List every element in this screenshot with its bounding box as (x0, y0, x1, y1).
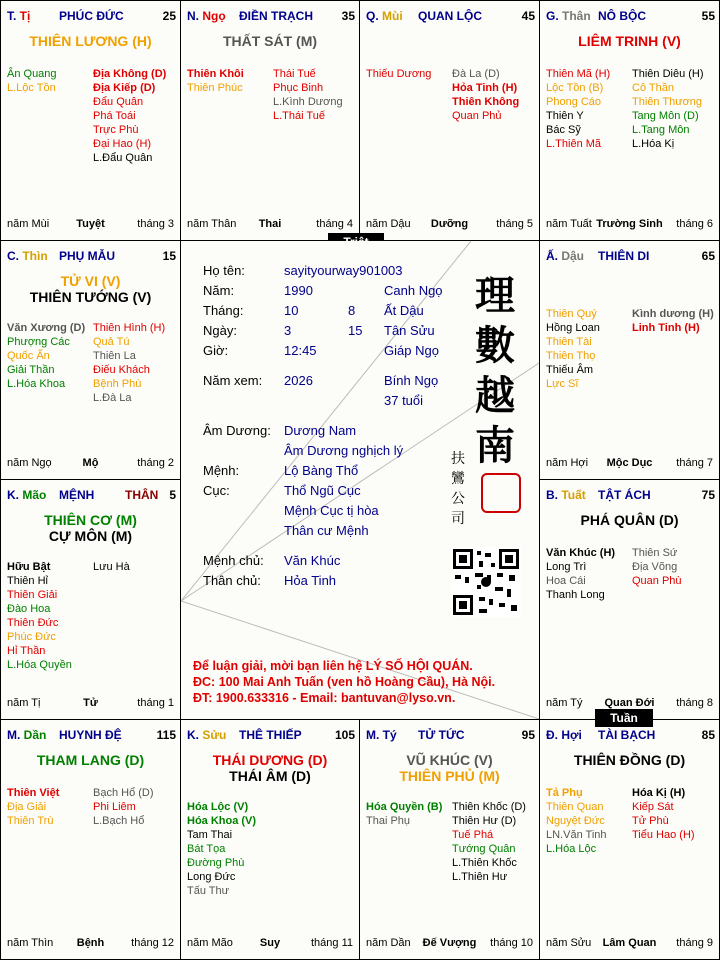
year-canchi: Canh Ngọ (384, 283, 443, 298)
minor-star: Thiếu Dương (366, 68, 432, 80)
palace-name: TÀI BẠCH (598, 728, 656, 742)
stars-left (546, 67, 610, 151)
minor-star: Tiểu Hao (H) (632, 829, 695, 841)
palace-header (546, 9, 715, 25)
name-value: sayityourway901003 (284, 263, 403, 278)
qr-code-icon[interactable] (451, 547, 521, 617)
minor-star: L.Lộc Tồn (7, 82, 56, 94)
minor-star: Hỏa Tinh (H) (452, 82, 518, 94)
palace-name: NÔ BỘC (598, 9, 646, 23)
minor-star: Thiên Trù (7, 815, 54, 827)
palace-position: Q. Mùi (366, 9, 403, 23)
minor-star: L.Kình Dương (273, 96, 343, 108)
seal-text (449, 449, 467, 529)
minor-star: Linh Tinh (H) (632, 322, 700, 334)
minor-star: Tấu Thư (187, 885, 230, 897)
palace-name: TẬT ÁCH (598, 488, 651, 502)
month-canchi: Ất Dậu (384, 303, 424, 318)
minor-star: Tử Phù (632, 815, 669, 827)
main-star: THẤT SÁT (M) (222, 33, 318, 49)
palace-footer (7, 697, 174, 711)
palace-cell[interactable] (180, 719, 360, 960)
month-label: tháng 9 (676, 937, 713, 949)
hour-label: Giờ: (203, 343, 229, 358)
view-year-canchi: Bính Ngọ (384, 373, 439, 388)
minor-star: Thiên Hư (D) (452, 815, 517, 827)
minor-star: L.Hóa Khoa (7, 378, 66, 390)
minor-star: Địa Giải (7, 801, 47, 813)
minor-star: Hóa Kị (H) (632, 787, 686, 799)
palace-number: 5 (169, 488, 176, 502)
year-label: năm Thân (187, 218, 237, 230)
stars-right (93, 321, 165, 405)
minor-star: Thiên Thọ (546, 350, 596, 362)
palace-cell[interactable] (180, 0, 360, 241)
main-star: THÁI ÂM (D) (229, 768, 311, 784)
palace-cell[interactable] (539, 240, 720, 480)
palace-number: 35 (341, 9, 355, 23)
life-stage: Tử (83, 697, 98, 709)
stars-right (93, 67, 166, 165)
minor-star: Phượng Các (7, 336, 70, 348)
stars-left (366, 800, 442, 828)
day-label: Ngày: (203, 323, 237, 338)
minor-star: Thiên Hình (H) (93, 322, 166, 334)
palace-position: C. Thìn (7, 249, 48, 263)
palace-footer (7, 457, 174, 471)
minor-star: LN.Văn Tinh (546, 829, 607, 841)
palace-position: Đ. Hợi (546, 728, 582, 742)
month-value: 10 (284, 303, 299, 318)
minor-star: Thiên Mã (H) (546, 68, 611, 80)
menh-label: Mệnh: (203, 463, 240, 478)
minor-star: Thiên Đức (7, 617, 59, 629)
center-info-panel (181, 241, 539, 719)
tuan-tag: Tuần (595, 709, 653, 727)
contact-line-3: ĐT: 1900.633316 - Email: bantuvan@lyso.vn. (193, 691, 456, 705)
month-label: tháng 10 (490, 937, 533, 949)
seal-char: 鸞 (451, 471, 465, 487)
cuc-note: Mệnh Cục tị hòa (284, 503, 379, 518)
palace-cell[interactable] (539, 719, 720, 960)
palace-number: 105 (334, 728, 355, 742)
palace-header (7, 9, 176, 25)
palace-number: 65 (701, 249, 715, 263)
life-stage: Suy (259, 937, 281, 949)
stars-right (93, 786, 154, 828)
minor-star: Thanh Long (546, 589, 605, 601)
day-lunar: 15 (348, 323, 363, 338)
minor-star: Hóa Lộc (V) (187, 801, 249, 813)
palace-position: M. Tý (366, 728, 397, 742)
palace-cell[interactable] (0, 719, 181, 960)
stars-right (273, 67, 343, 123)
main-star: LIÊM TRINH (V) (578, 33, 681, 49)
minor-star: Bát Tọa (187, 843, 226, 855)
calligraphy-char: 理 (475, 272, 515, 319)
calligraphy-char: 越 (475, 372, 515, 419)
minor-star: Hoa Cái (546, 575, 586, 587)
palace-number: 15 (162, 249, 176, 263)
than-marker: THÂN (125, 488, 159, 502)
palace-position: K. Sửu (187, 728, 227, 742)
palace-name: THIÊN DI (598, 249, 650, 263)
day-value: 3 (284, 323, 292, 338)
minor-star: Thiếu Âm (546, 364, 594, 376)
minor-star: Trực Phù (93, 124, 139, 136)
stars-right (632, 546, 682, 588)
month-label: tháng 2 (137, 457, 174, 469)
minor-star: Hóa Khoa (V) (187, 815, 257, 827)
minor-star: L.Thái Tuế (273, 110, 325, 122)
year-label: năm Dần (366, 937, 411, 949)
minor-star: Hỉ Thần (7, 645, 46, 657)
minor-star: Thiên Khôi (187, 68, 244, 80)
month-label: tháng 6 (676, 218, 713, 230)
seal-char: 公 (451, 491, 465, 507)
stars-left (366, 67, 431, 81)
minor-star: L.Hóa Quyền (7, 659, 72, 671)
palace-footer (366, 218, 533, 232)
palace-cell[interactable] (0, 240, 181, 480)
minor-star: Văn Xương (D) (7, 322, 86, 334)
life-stage: Trường Sinh (596, 218, 663, 230)
minor-star: Điếu Khách (93, 364, 150, 376)
year-label: năm Tị (7, 697, 41, 709)
minor-star: Tam Thai (187, 829, 233, 841)
amduong-label: Âm Dương: (203, 423, 271, 438)
hour-canchi: Giáp Ngọ (384, 343, 439, 358)
amduong-value: Dương Nam (284, 423, 357, 438)
minor-star: Thiên Quan (546, 801, 604, 813)
palace-header (546, 488, 715, 504)
palace-cell[interactable] (539, 0, 720, 241)
year-label: năm Tý (546, 697, 583, 709)
year-label: năm Hợi (546, 457, 589, 469)
minor-star: Tang Môn (D) (632, 110, 699, 122)
stars-left (187, 67, 244, 95)
calligraphy (465, 271, 525, 471)
palace-header (187, 728, 355, 744)
minor-star: Thiên Quý (546, 308, 597, 320)
minor-star: Phá Toái (93, 110, 136, 122)
main-star: THAM LANG (D) (36, 752, 145, 768)
palace-name: QUAN LỘC (418, 9, 482, 23)
palace-number: 55 (701, 9, 715, 23)
palace-position: B. Tuất (546, 488, 586, 502)
palace-number: 45 (521, 9, 535, 23)
minor-star: Kiếp Sát (632, 801, 674, 813)
than-chu-value: Hỏa Tinh (284, 573, 337, 588)
minor-star: Ân Quang (7, 68, 57, 80)
palace-number: 115 (156, 728, 176, 742)
name-label: Họ tên: (203, 263, 245, 278)
palace-position: M. Dần (7, 728, 47, 742)
minor-star: Phục Binh (273, 82, 324, 94)
palace-name: ĐIỀN TRẠCH (239, 9, 313, 23)
minor-star: Phi Liêm (93, 801, 136, 813)
palace-footer (187, 218, 353, 232)
seal-char: 扶 (451, 451, 465, 467)
palace-footer (546, 218, 713, 232)
minor-star: Thiên Phúc (187, 82, 243, 94)
palace-header (546, 249, 715, 265)
minor-star: Tả Phụ (546, 787, 583, 799)
minor-star: Quan Phù (632, 575, 682, 587)
minor-star: Thai Phụ (366, 815, 411, 827)
palace-footer (7, 218, 174, 232)
palace-name: PHỤ MẪU (59, 249, 115, 263)
menh-chu-value: Văn Khúc (284, 553, 341, 568)
life-stage: Dưỡng (430, 218, 469, 230)
palace-name: THÊ THIẾP (239, 728, 302, 742)
minor-star: Lộc Tồn (B) (546, 82, 604, 94)
minor-star: L.Thiên Hư (452, 871, 508, 883)
minor-star: Quan Phủ (452, 110, 502, 122)
stars-right (632, 786, 695, 842)
palace-cell[interactable] (539, 479, 720, 720)
minor-star: Giải Thần (7, 364, 55, 376)
life-stage: Tuyệt (76, 218, 105, 230)
year-label: năm Sửu (546, 937, 592, 949)
palace-header (7, 488, 176, 504)
than-chu-label: Thân chủ: (203, 573, 261, 588)
year-label: Năm: (203, 283, 235, 298)
contact-line-2: ĐC: 100 Mai Anh Tuấn (ven hồ Hoàng Cầu), Hà Nội. (193, 675, 496, 689)
contact-line-1: Để luận giải, mời bạn liên hệ LÝ SỐ HỘI QUÁN. (193, 659, 473, 673)
stars-left (7, 560, 72, 672)
main-star: THIÊN ĐỒNG (D) (573, 752, 686, 768)
palace-position: N. Ngọ (187, 9, 226, 23)
minor-star: Thái Tuế (273, 68, 316, 80)
year-label: năm Dậu (366, 218, 411, 230)
stars-right (452, 67, 519, 123)
palace-number: 95 (521, 728, 535, 742)
palace-position: T. Tị (7, 9, 31, 23)
palace-header (546, 728, 715, 744)
minor-star: Thiên Không (452, 96, 520, 108)
minor-star: Tuế Phá (452, 829, 494, 841)
palace-name: HUYNH ĐỆ (59, 728, 122, 742)
palace-cell[interactable] (0, 479, 181, 720)
minor-star: Kình dương (H) (632, 308, 714, 320)
minor-star: Địa Không (D) (93, 68, 167, 80)
minor-star: Thiên La (93, 350, 136, 362)
stars-left (546, 307, 600, 391)
minor-star: Thiên Tài (546, 336, 592, 348)
palace-cell[interactable] (359, 719, 540, 960)
minor-star: Thiên Khốc (D) (452, 801, 526, 813)
stars-left (187, 800, 256, 898)
minor-star: Tướng Quân (452, 843, 516, 855)
minor-star: Đẩu Quân (93, 96, 144, 108)
year-label: năm Tuất (546, 218, 592, 230)
hour-value: 12:45 (284, 343, 317, 358)
than-cu-note: Thân cư Mệnh (284, 523, 369, 538)
age-value: 37 tuổi (384, 393, 424, 408)
palace-name: PHÚC ĐỨC (59, 9, 124, 23)
minor-star: Bác Sỹ (546, 124, 581, 136)
minor-star: Thiên Y (546, 110, 584, 122)
minor-star: Hóa Quyền (B) (366, 801, 443, 813)
life-stage: Mộc Dục (606, 457, 653, 469)
main-star: PHÁ QUÂN (D) (580, 512, 679, 528)
minor-star: Phúc Đức (7, 631, 56, 643)
minor-star: Thiên Diêu (H) (632, 68, 704, 80)
minor-star: Thiên Việt (7, 787, 60, 799)
seal-char: 司 (451, 511, 465, 527)
main-star: THIÊN PHỦ (M) (399, 768, 500, 784)
palace-footer (546, 457, 713, 471)
life-stage: Lâm Quan (602, 937, 657, 949)
month-lunar: 8 (348, 303, 356, 318)
minor-star: Long Đức (187, 871, 236, 883)
palace-cell[interactable] (0, 0, 181, 241)
red-seal-icon (481, 473, 521, 513)
minor-star: Quốc Ấn (7, 350, 50, 362)
minor-star: Đại Hao (H) (93, 138, 152, 150)
stars-left (546, 546, 615, 602)
minor-star: L.Thiên Khốc (452, 857, 517, 869)
stars-right (632, 67, 704, 151)
stars-left (546, 786, 607, 856)
minor-star: L.Hóa Lộc (546, 843, 597, 855)
palace-name: TỬ TỨC (418, 728, 465, 742)
minor-star: Thiên Thương (632, 96, 703, 108)
minor-star: L.Đà La (93, 392, 132, 404)
palace-number: 75 (701, 488, 715, 502)
year-label: năm Mão (187, 937, 233, 949)
year-label: năm Thìn (7, 937, 54, 949)
main-star: THÁI DƯƠNG (D) (212, 752, 328, 768)
cuc-label: Cục: (203, 483, 230, 498)
minor-star: Phong Cáo (546, 96, 602, 108)
minor-star: Cô Thần (632, 82, 674, 94)
life-stage: Bệnh (76, 937, 105, 949)
menh-chu-label: Mệnh chủ: (203, 553, 264, 568)
life-stage: Đế Vượng (422, 937, 477, 949)
palace-position: K. Mão (7, 488, 47, 502)
month-label: tháng 11 (310, 937, 353, 949)
minor-star: L.Bạch Hổ (93, 815, 145, 827)
palace-header (187, 9, 355, 25)
stars-left (7, 67, 57, 95)
month-label: Tháng: (203, 303, 244, 318)
main-star: CỰ MÔN (M) (48, 528, 133, 544)
minor-star: Đà La (D) (452, 68, 500, 80)
life-stage: Thai (258, 218, 282, 230)
menh-value: Lộ Bàng Thổ (284, 463, 359, 478)
minor-star: Nguyệt Đức (546, 815, 605, 827)
life-stage: Quan Đới (604, 697, 655, 709)
palace-header (7, 249, 176, 265)
cuc-value: Thổ Ngũ Cục (284, 483, 361, 498)
minor-star: Đào Hoa (7, 603, 51, 615)
view-year-label: Năm xem: (203, 373, 263, 388)
palace-cell[interactable] (359, 0, 540, 241)
main-star: TỬ VI (V) (60, 273, 121, 289)
minor-star: Hữu Bật (7, 561, 51, 573)
month-label: tháng 7 (676, 457, 713, 469)
stars-right (93, 560, 130, 574)
minor-star: L.Hóa Kị (632, 138, 675, 150)
month-label: tháng 3 (137, 218, 174, 230)
minor-star: Thiên Giải (7, 589, 58, 601)
minor-star: Bạch Hổ (D) (93, 787, 154, 799)
month-label: tháng 1 (137, 697, 174, 709)
minor-star: Địa Kiếp (D) (93, 82, 156, 94)
palace-name: MỆNH (59, 488, 95, 502)
calligraphy-char: 南 (475, 422, 515, 469)
month-label: tháng 8 (676, 697, 713, 709)
view-year-value: 2026 (284, 373, 313, 388)
minor-star: Hồng Loan (546, 322, 600, 334)
palace-position: Ấ. Dậu (546, 249, 585, 263)
stars-left (7, 786, 59, 828)
main-star: THIÊN TƯỚNG (V) (29, 289, 152, 305)
year-label: năm Mùi (7, 218, 50, 230)
year-value: 1990 (284, 283, 313, 298)
amduong-note: Âm Dương nghịch lý (284, 443, 404, 458)
minor-star: Văn Khúc (H) (546, 547, 616, 559)
minor-star: L.Tang Môn (632, 124, 690, 136)
palace-footer (7, 937, 174, 951)
minor-star: Lực Sĩ (546, 378, 579, 390)
calligraphy-char: 數 (475, 322, 515, 369)
palace-footer (546, 937, 713, 951)
month-label: tháng 5 (496, 218, 533, 230)
day-canchi: Tân Sửu (384, 323, 435, 338)
minor-star: Địa Võng (632, 561, 678, 573)
palace-header (366, 9, 535, 25)
year-label: năm Ngọ (7, 457, 52, 469)
minor-star: Thiên Hỉ (7, 575, 48, 587)
palace-header (366, 728, 535, 744)
main-star: THIÊN CƠ (M) (44, 512, 137, 528)
stars-right (632, 307, 714, 335)
life-stage: Mộ (82, 457, 99, 469)
minor-star: Thiên Sứ (632, 547, 678, 559)
minor-star: L.Đẩu Quân (93, 152, 153, 164)
stars-left (7, 321, 85, 391)
minor-star: Đường Phù (187, 857, 245, 869)
main-star: THIÊN LƯƠNG (H) (29, 33, 152, 49)
palace-header (7, 728, 176, 744)
palace-position: G. Thân (546, 9, 591, 23)
palace-number: 25 (162, 9, 176, 23)
month-label: tháng 4 (316, 218, 353, 230)
minor-star: L.Thiên Mã (546, 138, 602, 150)
minor-star: Long Trì (546, 561, 587, 573)
palace-footer (187, 937, 353, 951)
minor-star: Bệnh Phù (93, 378, 142, 390)
main-star: VŨ KHÚC (V) (406, 752, 493, 768)
palace-number: 85 (701, 728, 715, 742)
palace-footer (366, 937, 533, 951)
month-label: tháng 12 (131, 937, 174, 949)
minor-star: Lưu Hà (93, 561, 130, 573)
stars-right (452, 800, 526, 884)
minor-star: Quả Tú (93, 336, 130, 348)
